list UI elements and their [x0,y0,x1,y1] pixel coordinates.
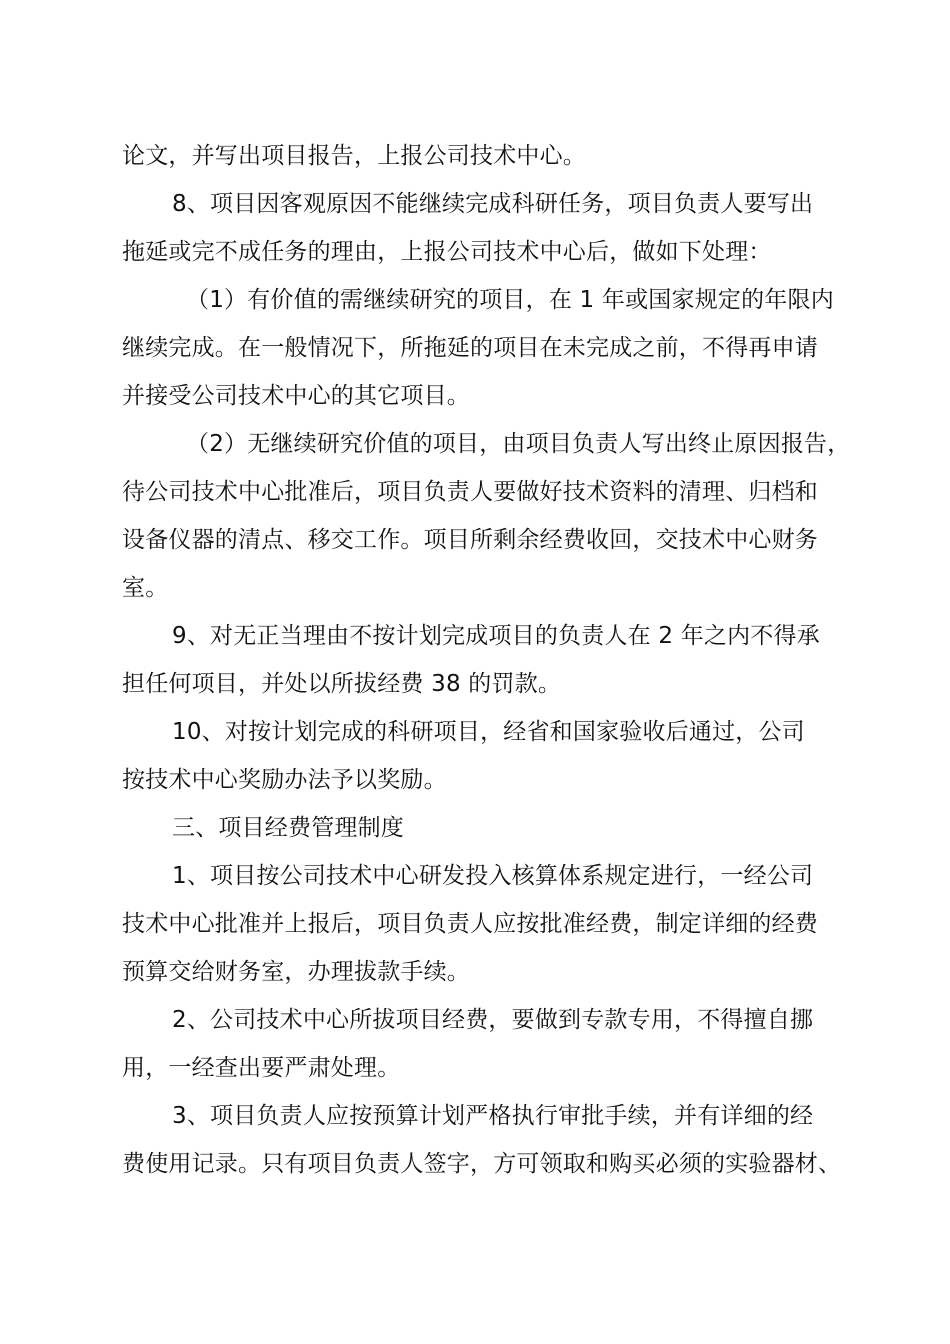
text-line: 担任何项目，并处以所拔经费 38 的罚款。 [122,671,562,697]
text-line: 技术中心批准并上报后，项目负责人应按批准经费，制定详细的经费 [122,911,818,937]
text-line: 8、项目因客观原因不能继续完成科研任务，项目负责人要写出 [172,191,814,217]
text-line: 论文，并写出项目报告，上报公司技术中心。 [122,143,586,169]
text-line: 并接受公司技术中心的其它项目。 [122,383,470,409]
text-line: 10、对按计划完成的科研项目，经省和国家验收后通过，公司 [172,719,805,745]
text-line: 费使用记录。只有项目负责人签字，方可领取和购买必须的实验器材、 [122,1151,842,1177]
text-line: 继续完成。在一般情况下，所拖延的项目在未完成之前，不得再申请 [122,335,818,361]
text-line: 1、项目按公司技术中心研发投入核算体系规定进行，一经公司 [172,863,814,889]
text-line: 待公司技术中心批准后，项目负责人要做好技术资料的清理、归档和 [122,479,818,505]
text-line: 9、对无正当理由不按计划完成项目的负责人在 2 年之内不得承 [172,623,820,649]
text-line: 用，一经查出要严肃处理。 [122,1055,401,1081]
section-heading: 三、项目经费管理制度 [172,815,404,841]
text-line: 室。 [122,575,169,601]
text-line: 预算交给财务室，办理拔款手续。 [122,959,470,985]
text-line: 2、公司技术中心所拔项目经费，要做到专款专用，不得擅自挪 [172,1007,814,1033]
text-line: 3、项目负责人应按预算计划严格执行审批手续，并有详细的经 [172,1103,814,1129]
text-line: 按技术中心奖励办法予以奖励。 [122,767,447,793]
text-line: （1）有价值的需继续研究的项目，在 1 年或国家规定的年限内 [186,287,834,313]
text-line: （2）无继续研究价值的项目，由项目负责人写出终止原因报告， [186,431,851,457]
text-line: 设备仪器的清点、移交工作。项目所剩余经费收回，交技术中心财务 [122,527,818,553]
text-line: 拖延或完不成任务的理由，上报公司技术中心后，做如下处理： [122,239,772,265]
